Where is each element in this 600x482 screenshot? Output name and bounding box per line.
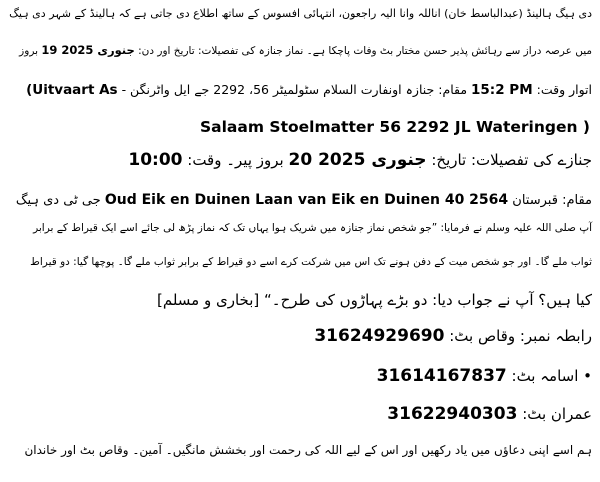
day-label: بروز <box>19 45 39 57</box>
contact-2-label: • اسامہ بٹ: <box>511 367 592 385</box>
notice-line-2 <box>8 40 592 61</box>
cemetery-city: جی ٹی دی ہیگ <box>15 193 101 208</box>
day-time-label: اتوار وقت: <box>536 82 592 97</box>
notice-line-4 <box>200 117 592 138</box>
contact-2-number: 31614167837 <box>376 366 507 386</box>
hadith-text-2: ثواب ملے گا۔ اور جو شخص میت کے دفن ہونے تک اس میں شرکت کرے اسے دو قیراط کے برابر ثواب ملے گا۔ پوچھا گیا: دو قیراط <box>30 256 592 268</box>
contact-3-number: 31622940303 <box>387 404 518 424</box>
burial-details-label: جنازے کی تفصیلات: تاریخ: <box>431 151 592 169</box>
contact-3 <box>8 404 592 424</box>
intro-text: دی ہیگ ہالینڈ (عبدالباسط خان) اناللہ وانا الیہ راجعون، انتہائی افسوس کے ساتھ اطلاع دی جاتی ہے کہ ہالینڈ کے شہر دی ہیگ <box>9 7 592 20</box>
venue-address: Salaam Stoelmatter 56 2292 JL Wateringen ) <box>200 118 591 136</box>
notice-line-6 <box>8 190 592 211</box>
contact-1-label: رابطہ نمبر: وقاص بٹ: <box>449 327 592 345</box>
burial-day-time-label: بروز پیر۔ وقت: <box>187 151 284 169</box>
hadith-line-2 <box>8 252 592 272</box>
closing-line <box>8 440 592 460</box>
contact-1 <box>8 326 592 346</box>
funeral-details-text: میں عرصہ دراز سے رہائش پذیر حسن مختار بٹ وفات پاچکا ہے۔ نماز جنازہ کی تفصیلات: تاریخ اور دن: <box>138 45 592 57</box>
hadith-text-3: کیا ہیں؟ آپ نے جواب دیا: دو بڑے پہاڑوں کی طرح۔“ [بخاری و مسلم] <box>157 291 592 309</box>
contact-2 <box>8 366 592 386</box>
contact-1-number: 31624929690 <box>314 326 445 346</box>
notice-line-3 <box>8 80 592 100</box>
cemetery-address: Oud Eik en Duinen Laan van Eik en Duinen 40 2564 <box>104 192 509 208</box>
burial-time: 10:00 <box>128 150 183 170</box>
funeral-prayer-place: مقام: جنازہ اونفارت السلام سٹولمیٹر 56، 2292 جے ایل واٹرنگن - <box>121 82 468 97</box>
notice-line-1 <box>8 4 592 24</box>
notice-line-5 <box>8 150 592 170</box>
closing-text: ہم اسے اپنی دعاؤں میں یاد رکھیں اور اس کے لیے اللہ کی رحمت اور بخشش مانگیں۔ آمین۔ وقاص بٹ اور خاندان <box>24 443 592 457</box>
cemetery-label: مقام: قبرستان <box>512 193 592 208</box>
funeral-prayer-date: 19 جنوری 2025 <box>41 43 135 57</box>
contact-3-label: عمران بٹ: <box>522 405 592 423</box>
hadith-line-1 <box>8 218 592 238</box>
funeral-prayer-time: 15:2 PM <box>471 82 533 98</box>
venue-name-start: (Uitvaart As <box>26 82 118 98</box>
hadith-text-1: آپ صلی اللہ علیہ وسلم نے فرمایا: ”جو شخص نماز جنازہ میں شریک ہوا یہاں تک کہ نماز پڑھ لی جائے اسے ایک قیراط کے برابر <box>33 222 592 234</box>
hadith-line-3 <box>8 290 592 310</box>
burial-date: 20 جنوری 2025 <box>288 150 427 170</box>
